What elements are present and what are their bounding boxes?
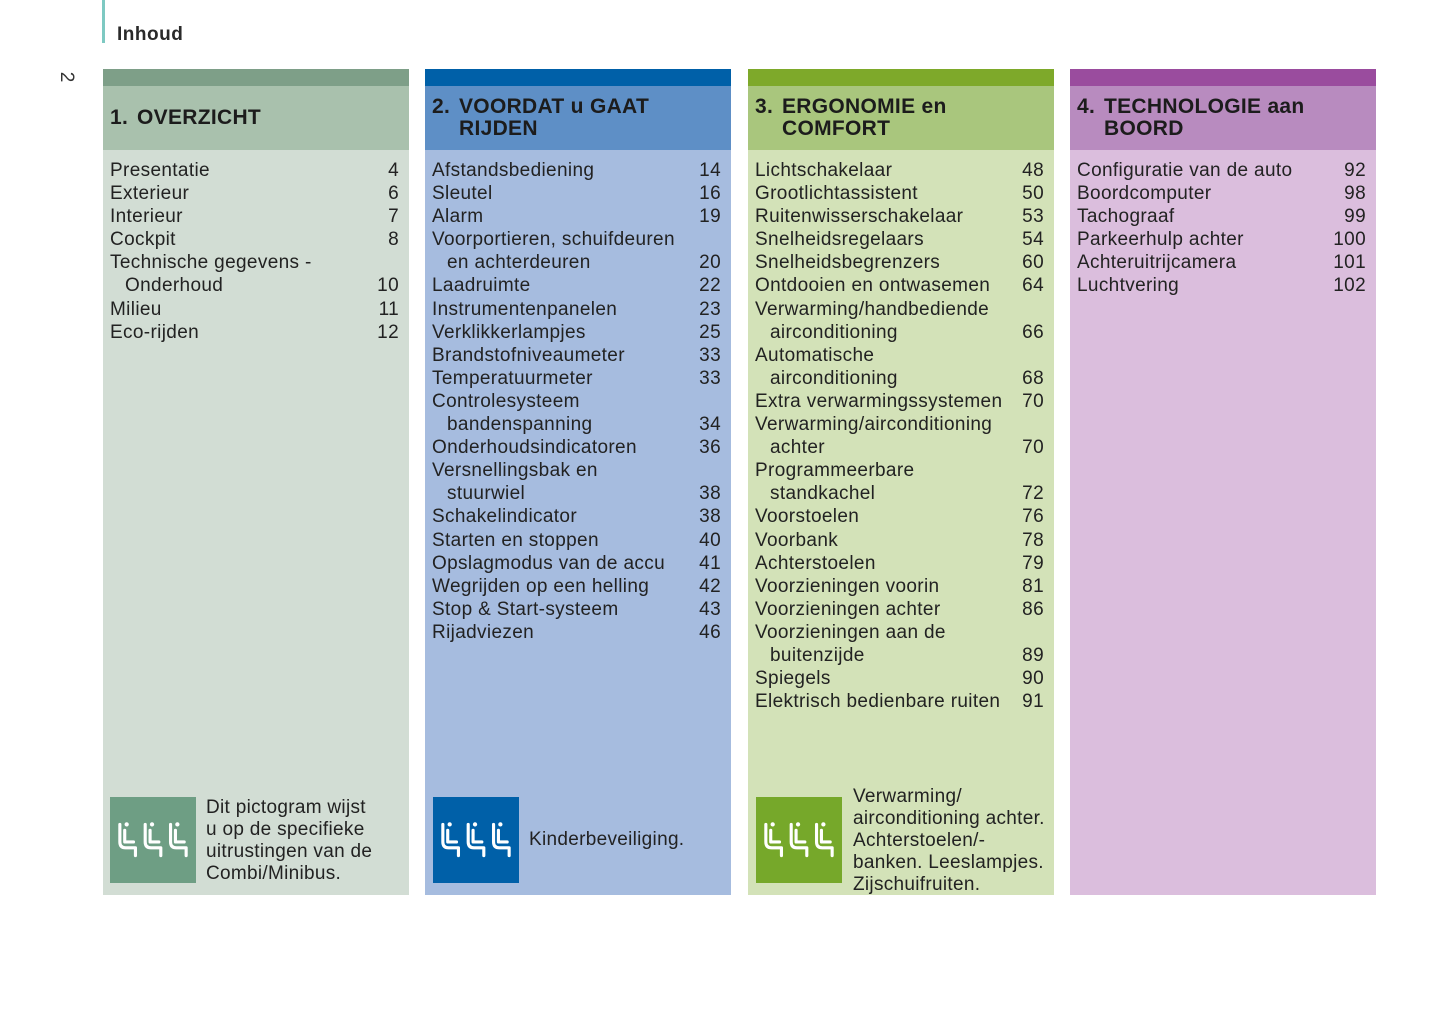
toc-entry-title [432,367,593,390]
toc-entry-page: 43 [699,598,721,620]
toc-entry-page: 48 [1022,160,1044,181]
toc-entry-line: Voorzieningen achter [755,598,941,620]
toc-entry-page: 98 [1344,183,1366,205]
section-title-line: COMFORT [782,117,891,140]
toc-entry-title [755,621,946,667]
toc-entry[interactable] [432,321,721,344]
toc-entry-line: Controlesysteem [432,390,580,412]
toc-entry-page: 33 [699,344,721,366]
toc-entry-line: Opslagmodus van de accu [432,552,666,574]
toc-entry-title [432,228,675,274]
toc-entry-title [432,505,577,528]
toc-entry-title [110,182,189,205]
toc-entry[interactable] [432,205,721,228]
toc-entry-line: Brandstofniveaumeter [432,344,625,366]
toc-entry[interactable] [1077,228,1366,251]
toc-entry-title [110,228,176,251]
toc-entry-line: Onderhoud [125,275,224,297]
toc-entry-title [755,205,963,228]
toc-entry[interactable] [755,390,1044,413]
pictogram-note-line: Achterstoelen/- [853,830,986,851]
toc-entry-line: Achteruitrijcamera [1077,252,1237,274]
toc-entry-line: Spiegels [755,668,831,690]
pictogram-note [853,786,1045,896]
toc-entry-page: 89 [1022,644,1044,666]
toc-entry[interactable] [755,274,1044,297]
toc-entry[interactable] [1077,251,1366,274]
section-title-line: ERGONOMIE en [782,95,947,118]
toc-entry-line: Starten en stoppen [432,529,599,551]
toc-entry-line: bandenspanning [447,414,593,436]
toc-entry-title [755,182,918,205]
toc-entry-line: Voorzieningen voorin [755,575,940,597]
toc-entry-line: Extra verwarmingssystemen [755,390,1003,412]
toc-entry-page: 11 [378,298,399,320]
toc-entry-page: 68 [1022,367,1044,389]
toc-entry-line: Boordcomputer [1077,183,1212,205]
toc-entry[interactable] [432,436,721,459]
toc-entry-line: Sleutel [432,183,493,205]
toc-entry[interactable] [432,228,721,274]
pictogram-note-line: banken. Leeslampjes. [853,852,1044,873]
toc-entry-page: 81 [1022,575,1044,597]
toc-entry-page: 10 [377,275,399,297]
toc-entry-title [755,344,898,390]
toc-entry-page: 101 [1333,252,1366,274]
toc-list [748,150,1054,713]
header-accent-rule [102,0,105,43]
toc-entry-page: 76 [1022,506,1044,528]
toc-entry-title [755,529,838,552]
toc-entry-line: Ruitenwisserschakelaar [755,206,964,228]
pictogram-note-line: Verwarming/ [853,786,962,807]
section-overzicht [103,69,409,895]
toc-entry-page: 91 [1022,691,1044,713]
toc-entry-title [755,667,831,690]
toc-entry-page: 6 [388,183,399,205]
toc-entry-page: 8 [388,229,399,251]
toc-entry[interactable] [432,159,721,182]
toc-entry[interactable] [1077,274,1366,297]
toc-entry[interactable] [432,598,721,621]
toc-list [103,150,409,344]
toc-entry-page: 23 [699,298,721,320]
toc-entry-page: 64 [1022,275,1044,297]
section-number: 3. [755,95,774,118]
toc-entry-line: Instrumentenpanelen [432,298,618,320]
toc-entry-page: 102 [1333,275,1366,297]
toc-entry-line: Configuratie van de auto [1077,160,1293,181]
toc-entry[interactable] [432,552,721,575]
toc-entry-page: 100 [1333,229,1366,251]
toc-entry-title [110,159,210,182]
toc-entry-page: 70 [1022,390,1044,412]
toc-entry-page: 7 [388,206,399,228]
toc-entry-line: Stop & Start-systeem [432,598,619,620]
toc-entry-title [432,205,483,228]
section-heading [103,86,409,150]
toc-entry-line: Voorstoelen [755,506,860,528]
section-ergonomie-en-comfort [748,69,1054,895]
pictogram-note-line: Zijschuifruiten. [853,874,981,895]
toc-entry-line: Voorbank [755,529,839,551]
toc-entry-line: Cockpit [110,229,176,251]
toc-entry-line: Parkeerhulp achter [1077,229,1244,251]
toc-entry[interactable] [110,228,399,251]
toc-entry[interactable] [110,159,399,182]
toc-entry-page: 70 [1022,437,1044,459]
toc-entry[interactable] [755,598,1044,621]
seats-icon [110,797,196,883]
toc-entry-line: Rijadviezen [432,621,535,643]
toc-entry-line: Afstandsbediening [432,160,595,181]
section-number: 2. [432,95,451,118]
toc-entry-title [432,621,534,644]
toc-entry-page: 86 [1022,598,1044,620]
section-voordat-u-gaat-rijden [425,69,731,895]
toc-entry-page: 99 [1344,206,1366,228]
toc-entry-page: 22 [699,275,721,297]
toc-entry-line: Presentatie [110,160,210,181]
toc-entry[interactable] [432,390,721,436]
pictogram-note [529,829,684,851]
seats-icon [756,797,842,883]
toc-entry-title [755,274,990,297]
toc-entry-title [110,298,162,321]
toc-entry-title [1077,251,1236,274]
toc-entry-title [432,159,594,182]
toc-entry-title [432,182,493,205]
toc-entry-title [432,529,599,552]
toc-list [425,150,731,644]
toc-entry-title [755,505,859,528]
pictogram-note-line: Kinderbeveiliging. [529,829,685,850]
toc-entry-title [755,575,939,598]
toc-entry-title [432,321,586,344]
toc-entry[interactable] [110,251,399,297]
toc-entry-line: Grootlichtassistent [755,183,918,205]
toc-entry[interactable] [755,667,1044,690]
toc-entry-page: 20 [699,252,721,274]
toc-entry-page: 38 [699,506,721,528]
toc-entry-title [432,344,625,367]
toc-entry-page: 34 [699,414,721,436]
toc-entry-line: Lichtschakelaar [755,160,893,181]
toc-entry[interactable] [432,182,721,205]
toc-entry[interactable] [755,621,1044,667]
section-color-bar [103,69,409,86]
toc-entry-line: Snelheidsbegrenzers [755,252,941,274]
toc-entry[interactable] [110,321,399,344]
section-heading [748,86,1054,150]
toc-entry-line: Achterstoelen [755,552,876,574]
toc-entry-page: 40 [699,529,721,551]
section-title-line: BOORD [1104,117,1184,140]
toc-entry-line: Exterieur [110,183,190,205]
toc-entry[interactable] [755,505,1044,528]
toc-entry[interactable] [755,228,1044,251]
toc-entry-line: Laadruimte [432,275,531,297]
toc-entry-line: Versnellingsbak en [432,460,598,482]
toc-entry[interactable] [755,182,1044,205]
toc-entry-line: Technische gegevens - [110,252,312,274]
toc-entry-title [1077,159,1292,182]
toc-entry-line: Voorzieningen aan de [755,621,946,643]
toc-entry-title [432,575,649,598]
pictogram-note-line: uitrustingen van de [206,841,373,862]
pictogram-note-line: Combi/Minibus. [206,863,342,884]
toc-entry-title [755,390,1002,413]
toc-entry-line: Luchtvering [1077,275,1180,297]
toc-entry-line: Programmeerbare [755,460,915,482]
toc-entry-line: airconditioning [770,321,898,343]
toc-entry[interactable] [432,344,721,367]
section-title-line: VOORDAT u GAAT [459,95,650,118]
toc-entry-page: 54 [1022,229,1044,251]
toc-entry-line: Schakelindicator [432,506,578,528]
toc-entry-title [755,228,924,251]
toc-entry-line: achter [770,437,825,459]
toc-entry[interactable] [755,690,1044,713]
toc-entry-title [1077,274,1179,297]
section-heading [425,86,731,150]
section-title [1104,96,1305,150]
toc-entry-title [755,598,941,621]
toc-entry-page: 36 [699,437,721,459]
section-heading [1070,86,1376,150]
toc-entry[interactable] [755,159,1044,182]
toc-entry-line: en achterdeuren [447,252,591,274]
section-color-bar [748,69,1054,86]
toc-entry-title [755,459,914,505]
pictogram-note-line: u op de specifieke [206,819,365,840]
section-title-line: OVERZICHT [137,106,262,129]
toc-entry-page: 19 [699,206,721,228]
toc-entry-page: 16 [699,183,721,205]
toc-entry-page: 33 [699,367,721,389]
toc-entry-line: Verklikkerlampjes [432,321,586,343]
pictogram-note [206,797,372,885]
toc-entry-line: Voorportieren, schuifdeuren [432,229,675,251]
toc-entry-line: Ontdooien en ontwasemen [755,275,991,297]
toc-entry[interactable] [432,621,721,644]
toc-entry[interactable] [110,182,399,205]
toc-entry-line: Tachograaf [1077,206,1175,228]
toc-entry-page: 41 [699,552,721,574]
toc-entry-page: 72 [1022,483,1044,505]
toc-entry-title [755,298,989,344]
toc-entry-title [110,205,183,228]
toc-entry[interactable] [755,459,1044,505]
toc-entry-title [755,552,876,575]
toc-entry-page: 92 [1344,160,1366,181]
toc-entry[interactable] [755,552,1044,575]
toc-entry-line: Milieu [110,298,162,320]
toc-entry-page: 4 [388,160,399,181]
toc-entry-line: Eco-rijden [110,321,200,343]
section-color-bar [425,69,731,86]
section-title-line: RIJDEN [459,117,538,140]
toc-entry-page: 90 [1022,668,1044,690]
toc-entry-page: 50 [1022,183,1044,205]
toc-entry[interactable] [755,344,1044,390]
toc-entry-title [755,413,992,459]
toc-entry-page: 53 [1022,206,1044,228]
section-number: 1. [110,106,129,129]
page-title: Inhoud [117,24,184,45]
toc-entry[interactable] [432,274,721,297]
toc-entry-line: Wegrijden op een helling [432,575,650,597]
toc-entry-line: Temperatuurmeter [432,367,593,389]
toc-entry-title [432,274,531,297]
section-technologie-aan-boord [1070,69,1376,895]
toc-entry-title [110,251,312,297]
toc-entry[interactable] [1077,182,1366,205]
section-number: 4. [1077,95,1096,118]
toc-entry-page: 46 [699,621,721,643]
section-title [459,96,649,150]
pictogram-note-line: airconditioning achter. [853,808,1045,829]
toc-entry-line: Snelheidsregelaars [755,229,924,251]
toc-entry[interactable] [755,298,1044,344]
toc-entry-page: 42 [699,575,721,597]
toc-entry[interactable] [432,529,721,552]
toc-entry-page: 66 [1022,321,1044,343]
pictogram-note-line: Dit pictogram wijst [206,797,366,818]
toc-entry-page: 60 [1022,252,1044,274]
toc-entry-page: 12 [377,321,399,343]
toc-entry-page: 79 [1022,552,1044,574]
toc-entry[interactable] [110,205,399,228]
toc-entry-title [432,459,598,505]
toc-entry-line: standkachel [770,483,876,505]
toc-entry[interactable] [755,575,1044,598]
toc-entry[interactable] [432,575,721,598]
toc-entry[interactable] [432,459,721,505]
toc-entry[interactable] [110,298,399,321]
toc-entry-line: stuurwiel [447,483,526,505]
toc-entry[interactable] [1077,159,1366,182]
toc-entry-page: 14 [699,160,721,181]
toc-entry[interactable] [432,367,721,390]
seats-icon [433,797,519,883]
toc-entry-title [432,598,619,621]
toc-entry-page: 38 [699,483,721,505]
toc-entry[interactable] [432,505,721,528]
section-color-bar [1070,69,1376,86]
section-title [137,107,261,129]
toc-entry-title [1077,182,1211,205]
toc-entry-line: Automatische [755,344,875,366]
toc-entry[interactable] [1077,205,1366,228]
toc-entry-title [432,436,637,459]
section-title [782,96,947,150]
toc-entry[interactable] [432,298,721,321]
toc-entry-page: 78 [1022,529,1044,551]
toc-entry-line: Verwarming/handbediende [755,298,990,320]
toc-entry-line: Onderhoudsindicatoren [432,437,637,459]
toc-entry[interactable] [755,413,1044,459]
toc-entry-title [1077,205,1175,228]
toc-entry-line: Verwarming/airconditioning [755,414,993,436]
page-number: 2 [56,71,77,83]
toc-entry-title [1077,228,1244,251]
toc-entry-title [755,690,1000,713]
toc-entry-title [432,390,592,436]
toc-entry[interactable] [755,205,1044,228]
toc-entry-line: Alarm [432,206,484,228]
toc-entry[interactable] [755,529,1044,552]
toc-entry-line: buitenzijde [770,644,865,666]
toc-entry-title [110,321,199,344]
toc-entry[interactable] [755,251,1044,274]
toc-entry-line: Elektrisch bedienbare ruiten [755,691,1001,713]
toc-entry-title [432,298,617,321]
toc-entry-line: Interieur [110,206,183,228]
toc-entry-page: 25 [699,321,721,343]
toc-entry-title [755,251,940,274]
section-title-line: TECHNOLOGIE aan [1104,95,1305,118]
toc-list [1070,150,1376,298]
toc-entry-title [755,159,892,182]
toc-entry-title [432,552,665,575]
toc-entry-line: airconditioning [770,367,898,389]
